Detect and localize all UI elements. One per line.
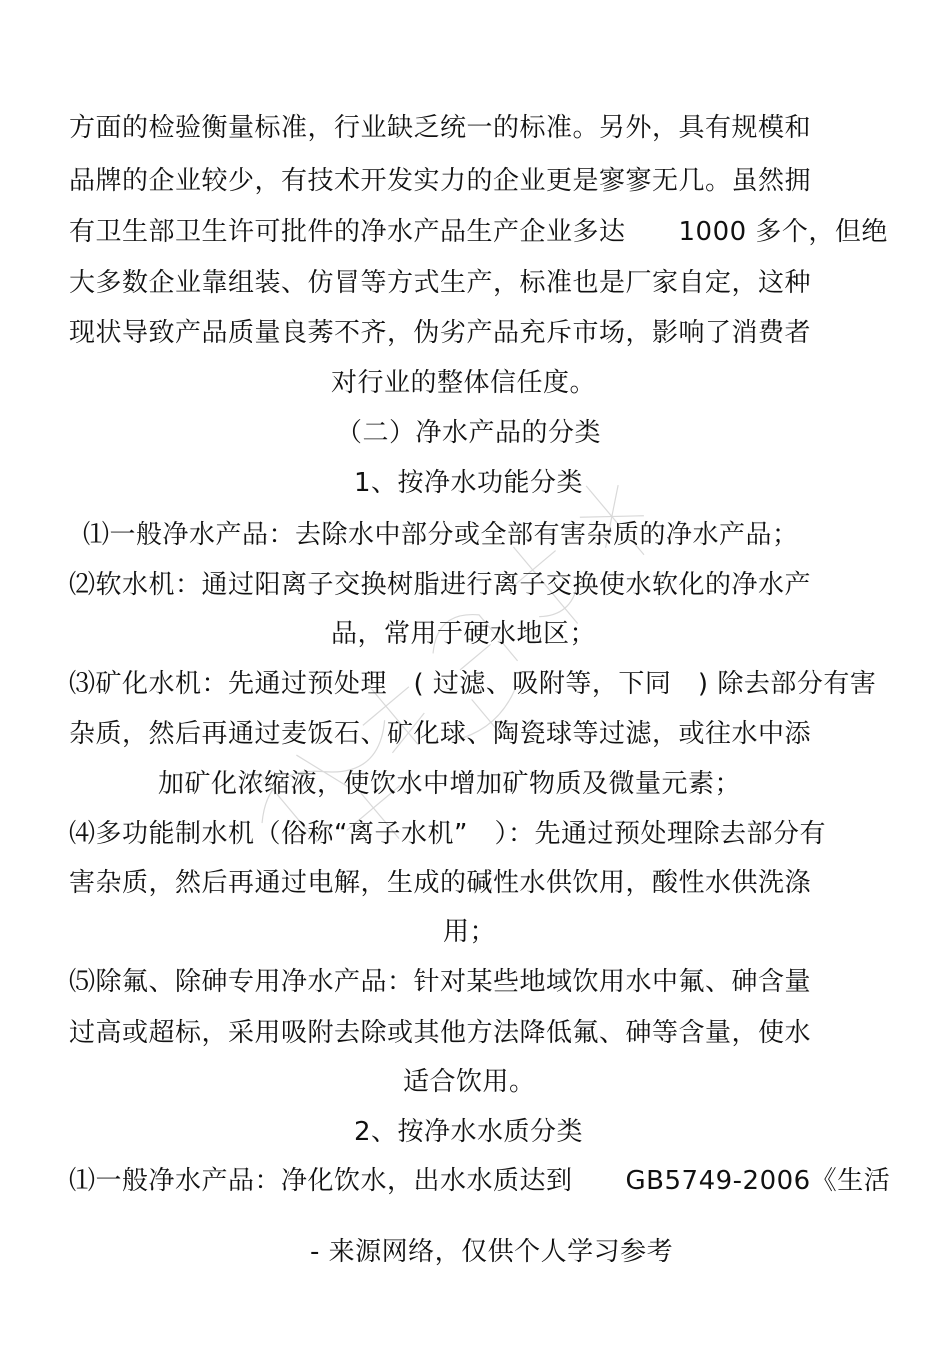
text-line: 适合饮用。: [403, 1067, 536, 1097]
list-item: ⑸除氟、除砷专用净水产品：针对某些地域饮用水中氟、砷含量: [69, 967, 812, 997]
list-item: ⑷多功能制水机（俗称“离子水机” ）：先通过预处理除去部分有: [69, 819, 826, 849]
text-line: 害杂质，然后再通过电解，生成的碱性水供饮用，酸性水供洗涤: [69, 868, 812, 898]
text-line: 品，常用于硬水地区；: [331, 619, 597, 649]
text-line: 加矿化浓缩液，使饮水中增加矿物质及微量元素；: [158, 769, 742, 799]
text-line: 杂质，然后再通过麦饭石、矿化球、陶瓷球等过滤，或往水中添: [69, 719, 812, 749]
page-footer: - 来源网络，仅供个人学习参考: [310, 1237, 674, 1267]
subsection-heading: 1、按净水功能分类: [354, 468, 584, 498]
list-item: ⑴一般净水产品：去除水中部分或全部有害杂质的净水产品；: [83, 520, 799, 550]
text-line: 大多数企业靠组装、仿冒等方式生产，标准也是厂家自定，这种: [69, 268, 812, 298]
text-line: 用；: [443, 917, 497, 947]
section-heading: （二）净水产品的分类: [336, 418, 602, 448]
list-item: ⑶矿化水机：先通过预处理 ( 过滤、吸附等，下同 ) 除去部分有害: [69, 669, 877, 699]
text-line: 有卫生部卫生许可批件的净水产品生产企业多达 1000 多个，但绝: [69, 217, 888, 247]
subsection-heading: 2、按净水水质分类: [354, 1117, 584, 1147]
text-line: 现状导致产品质量良莠不齐，伪劣产品充斥市场，影响了消费者: [69, 318, 812, 348]
text-line: 品牌的企业较少，有技术开发实力的企业更是寥寥无几。虽然拥: [69, 166, 812, 196]
list-item: ⑴一般净水产品：净化饮水，出水水质达到 GB5749-2006《生活: [69, 1166, 891, 1196]
list-item: ⑵软水机：通过阳离子交换树脂进行离子交换使水软化的净水产: [69, 570, 812, 600]
text-line: 过高或超标，采用吸附去除或其他方法降低氟、砷等含量，使水: [69, 1018, 812, 1048]
text-line: 方面的检验衡量标准，行业缺乏统一的标准。另外，具有规模和: [69, 113, 812, 143]
text-line: 对行业的整体信任度。: [331, 368, 597, 398]
